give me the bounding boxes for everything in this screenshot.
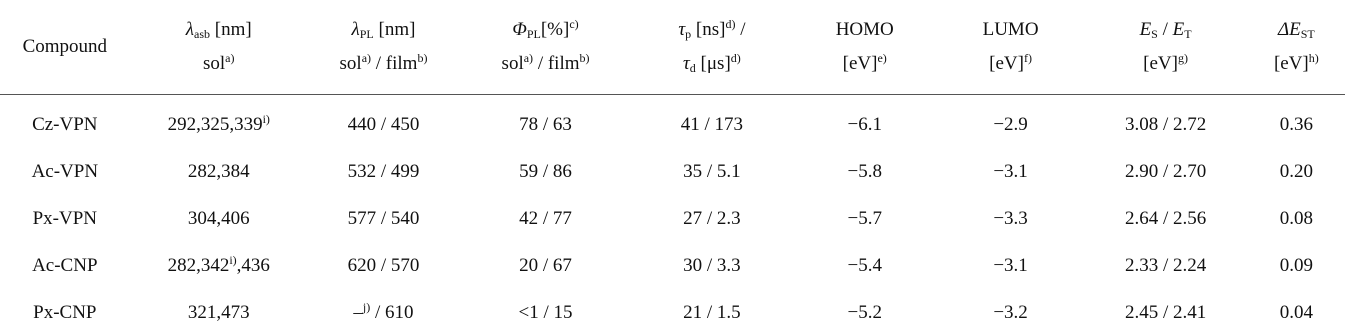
cell-delta-est: 0.36 [1279, 113, 1313, 135]
cell-compound: Ac-VPN [31, 160, 99, 182]
cell-energies: 2.45 / 2.41 [1124, 301, 1207, 323]
tau-p-note: d) [725, 17, 736, 31]
pl-unit: [nm] [373, 19, 416, 40]
cell-delta-est: 0.08 [1279, 207, 1313, 229]
cell-energies: 2.90 / 2.70 [1124, 160, 1207, 182]
cell-plqy: 59 / 86 [519, 160, 572, 182]
plqy-cond-film-note: b) [579, 51, 590, 65]
cell-absorption [130, 148, 308, 195]
table-row [0, 242, 1345, 289]
tau-d-symbol: τ [682, 53, 690, 74]
es-symbol: E [1139, 19, 1152, 40]
abs-unit: [nm] [210, 19, 252, 40]
table-body [0, 95, 1345, 336]
energy-separator: / [1157, 19, 1173, 40]
cell-homo: −6.1 [847, 113, 882, 135]
homo-label: HOMO [835, 19, 894, 40]
delta-est-sub: ST [1300, 27, 1315, 41]
pl-cond-film: / film [371, 53, 418, 74]
pl-cond-sol-note: a) [361, 51, 372, 65]
table-row [0, 195, 1345, 242]
cell-lifetime: 21 / 1.5 [683, 301, 741, 323]
header-lumo [938, 0, 1084, 95]
cell-lumo: −3.1 [993, 254, 1028, 276]
delta-est-unit: [eV] [1273, 53, 1309, 74]
pl-missing-note: j) [362, 299, 371, 314]
pl-missing-value: – [353, 301, 363, 323]
et-symbol: E [1172, 19, 1185, 40]
header-row [0, 0, 1345, 95]
abs-cond-note: a) [225, 51, 235, 65]
delta-est-symbol: ΔE [1277, 19, 1301, 40]
header-pl [308, 0, 459, 95]
cell-pl: 532 / 499 [347, 160, 420, 182]
abs-value-note: i) [262, 111, 270, 126]
cell-homo: −5.8 [847, 160, 882, 182]
abs-value-note: i) [229, 252, 237, 267]
cell-compound: Ac-CNP [32, 254, 98, 276]
lumo-label: LUMO [982, 19, 1039, 40]
cell-absorption [130, 289, 308, 336]
lumo-unit: [eV] [989, 53, 1024, 74]
plqy-note: c) [569, 17, 579, 31]
cell-plqy: 42 / 77 [519, 207, 572, 229]
table-row [0, 289, 1345, 336]
cell-compound: Cz-VPN [32, 113, 98, 135]
header-plqy [459, 0, 632, 95]
cell-delta-est: 0.04 [1279, 301, 1313, 323]
cell-homo: −5.2 [847, 301, 882, 323]
cell-homo: −5.7 [847, 207, 882, 229]
tau-d-note: d) [730, 51, 741, 65]
et-sub: T [1184, 27, 1192, 41]
abs-value-tail: ,436 [236, 254, 270, 276]
cell-pl: 577 / 540 [347, 207, 420, 229]
cell-lumo: −3.3 [993, 207, 1028, 229]
plqy-cond-sol-note: a) [523, 51, 534, 65]
plqy-unit: [%] [540, 19, 570, 40]
plqy-cond-sol: sol [501, 53, 524, 74]
energy-unit: [eV] [1143, 53, 1178, 74]
table-header [0, 0, 1345, 95]
cell-lifetime: 35 / 5.1 [683, 160, 741, 182]
cell-lifetime: 27 / 2.3 [683, 207, 741, 229]
plqy-symbol: Φ [512, 19, 527, 40]
abs-sub: asb [194, 27, 211, 41]
pl-film-value: / 610 [370, 301, 414, 323]
cell-pl [308, 289, 459, 336]
header-absorption [130, 0, 308, 95]
lumo-note: f) [1023, 51, 1032, 65]
cell-lifetime: 41 / 173 [680, 113, 744, 135]
cell-delta-est: 0.20 [1279, 160, 1313, 182]
cell-pl: 620 / 570 [347, 254, 420, 276]
tau-separator: / [735, 19, 746, 40]
tau-p-sub: p [685, 27, 692, 41]
tau-d-sub: d [689, 61, 696, 75]
header-energies [1083, 0, 1247, 95]
pl-sub: PL [359, 27, 374, 41]
cell-lifetime: 30 / 3.3 [683, 254, 741, 276]
cell-homo: −5.4 [847, 254, 882, 276]
table-row [0, 95, 1345, 149]
abs-value: 321,473 [187, 301, 250, 323]
cell-absorption [130, 242, 308, 289]
cell-energies: 3.08 / 2.72 [1124, 113, 1207, 135]
tau-p-unit: [ns] [691, 19, 726, 40]
cell-absorption [130, 195, 308, 242]
cell-lumo: −3.1 [993, 160, 1028, 182]
cell-compound: Px-CNP [33, 301, 97, 323]
homo-note: e) [877, 51, 887, 65]
tau-d-unit: [μs] [695, 53, 731, 74]
abs-value: 304,406 [187, 207, 250, 229]
header-compound-label: Compound [22, 36, 108, 57]
delta-est-note: h) [1308, 51, 1319, 65]
abs-cond: sol [202, 53, 226, 74]
cell-plqy: 20 / 67 [519, 254, 572, 276]
pl-cond-sol: sol [339, 53, 362, 74]
cell-lumo: −2.9 [993, 113, 1028, 135]
header-lifetime [632, 0, 792, 95]
pl-symbol: λ [351, 19, 360, 40]
header-delta-est [1248, 0, 1345, 95]
cell-lumo: −3.2 [993, 301, 1028, 323]
homo-unit: [eV] [842, 53, 878, 74]
pl-cond-film-note: b) [417, 51, 428, 65]
cell-energies: 2.64 / 2.56 [1124, 207, 1207, 229]
tau-p-symbol: τ [678, 19, 686, 40]
cell-pl: 440 / 450 [347, 113, 420, 135]
plqy-sub: PL [526, 27, 541, 41]
es-sub: S [1151, 27, 1158, 41]
energy-note: g) [1177, 51, 1188, 65]
abs-value: 282,384 [187, 160, 250, 182]
abs-value: 282,342 [167, 254, 230, 276]
header-homo [792, 0, 938, 95]
cell-compound: Px-VPN [32, 207, 98, 229]
cell-energies: 2.33 / 2.24 [1124, 254, 1207, 276]
header-compound [0, 0, 130, 95]
plqy-cond-film: / film [533, 53, 580, 74]
cell-absorption [130, 95, 308, 149]
abs-value: 292,325,339 [167, 113, 263, 135]
cell-delta-est: 0.09 [1279, 254, 1313, 276]
abs-symbol: λ [185, 19, 195, 40]
cell-plqy: <1 / 15 [518, 301, 573, 323]
cell-plqy: 78 / 63 [519, 113, 572, 135]
table-row [0, 148, 1345, 195]
